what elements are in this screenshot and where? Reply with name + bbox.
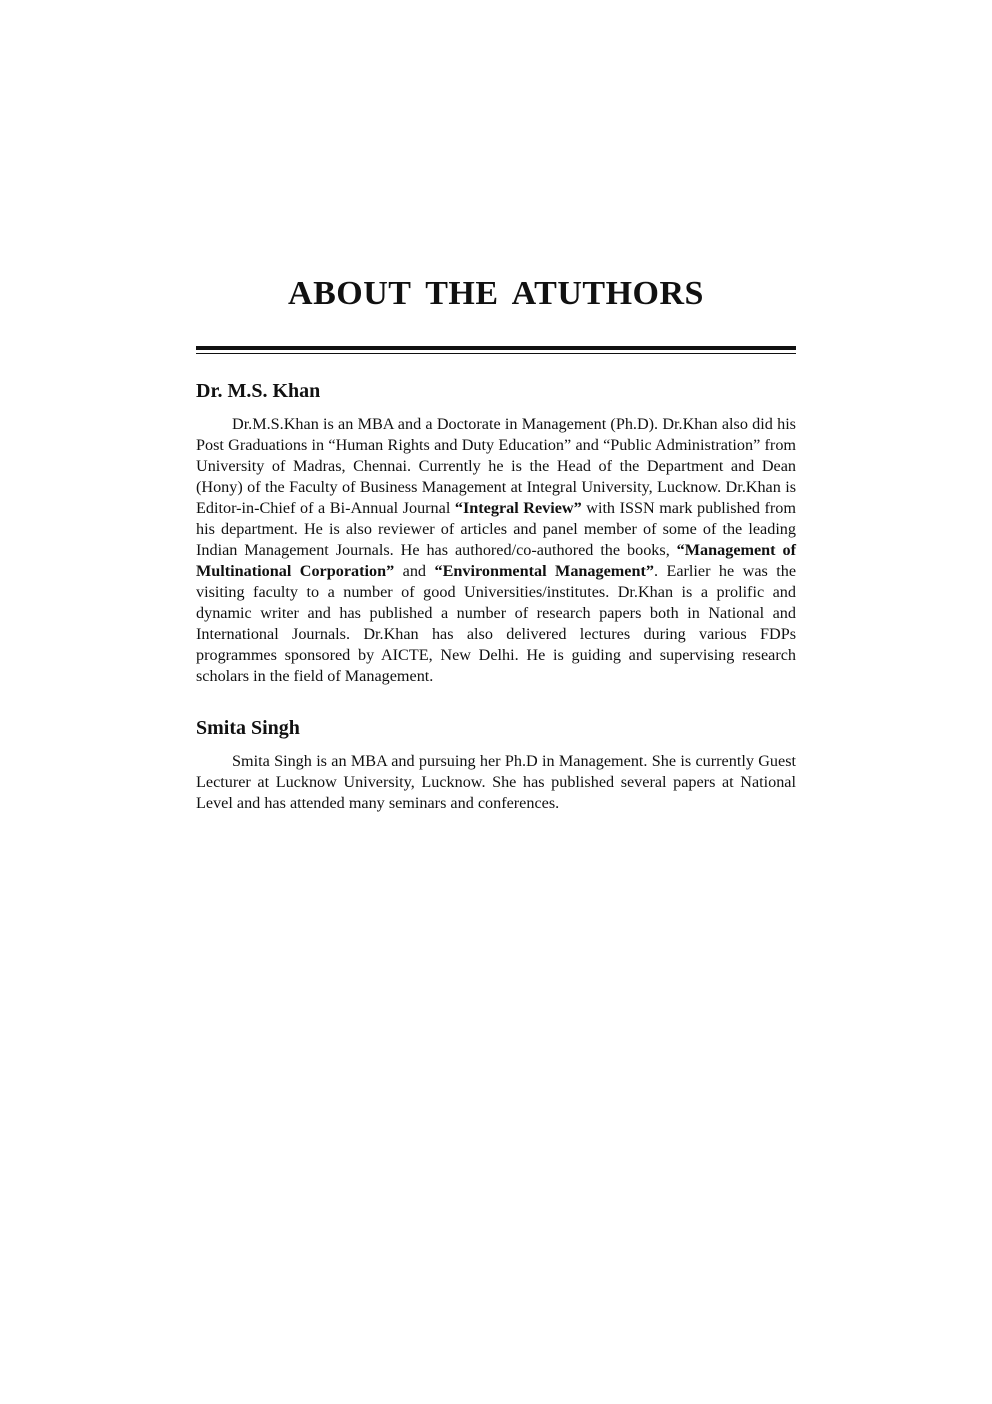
bio-text: Dr.M.S.Khan is an MBA and a Doctorate in Management (Ph.D). Dr.Khan also did his Post Graduations in “Human Rights and Duty Education” and “Public Administration” from University of Madras, Chennai. Currently he is the Head of the Department and Dean (Hony) of the Faculty of Business Management at Integral University, Lucknow. Dr.Khan is Editor-in-Chief of a Bi-Annual Journal	[196, 415, 796, 517]
author-bio	[196, 414, 796, 687]
bio-text: Smita Singh is an MBA and pursuing her Ph.D in Management. She is currently Guest Lecturer at Lucknow University, Lucknow. She has published several papers at National Level and has attended many seminars and conferences.	[196, 752, 796, 812]
author-section-singh	[196, 716, 796, 814]
bio-text: with ISSN mark published from his department. He is also reviewer of articles and panel member of some of the leading Indian Management Journals. He has authored/co-authored the books,	[196, 499, 796, 559]
bio-text: . Earlier he was the visiting faculty to a number of good Universities/institutes. Dr.Khan is a prolific and dynamic writer and has published a number of research papers both in National and International Journals. Dr.Khan has also delivered lectures during various FDPs programmes sponsored by AICTE, New Delhi. He is guiding and supervising research scholars in the field of Management.	[196, 562, 797, 685]
author-bio	[196, 751, 796, 814]
bio-text: and	[394, 562, 435, 580]
divider-thin-line	[196, 353, 796, 354]
bio-book-title: “Management of Multinational Corporation”	[196, 541, 796, 580]
author-name: Smita Singh	[196, 717, 300, 739]
bio-journal-title: “Integral Review”	[454, 499, 582, 517]
author-section-khan	[196, 379, 796, 687]
bio-book-title: “Environmental Management”	[434, 562, 654, 580]
page-title: ABOUT THE ATUTHORS	[288, 275, 704, 312]
title-divider	[196, 346, 796, 355]
author-name: Dr. M.S. Khan	[196, 380, 321, 402]
divider-thick-line	[196, 346, 796, 350]
